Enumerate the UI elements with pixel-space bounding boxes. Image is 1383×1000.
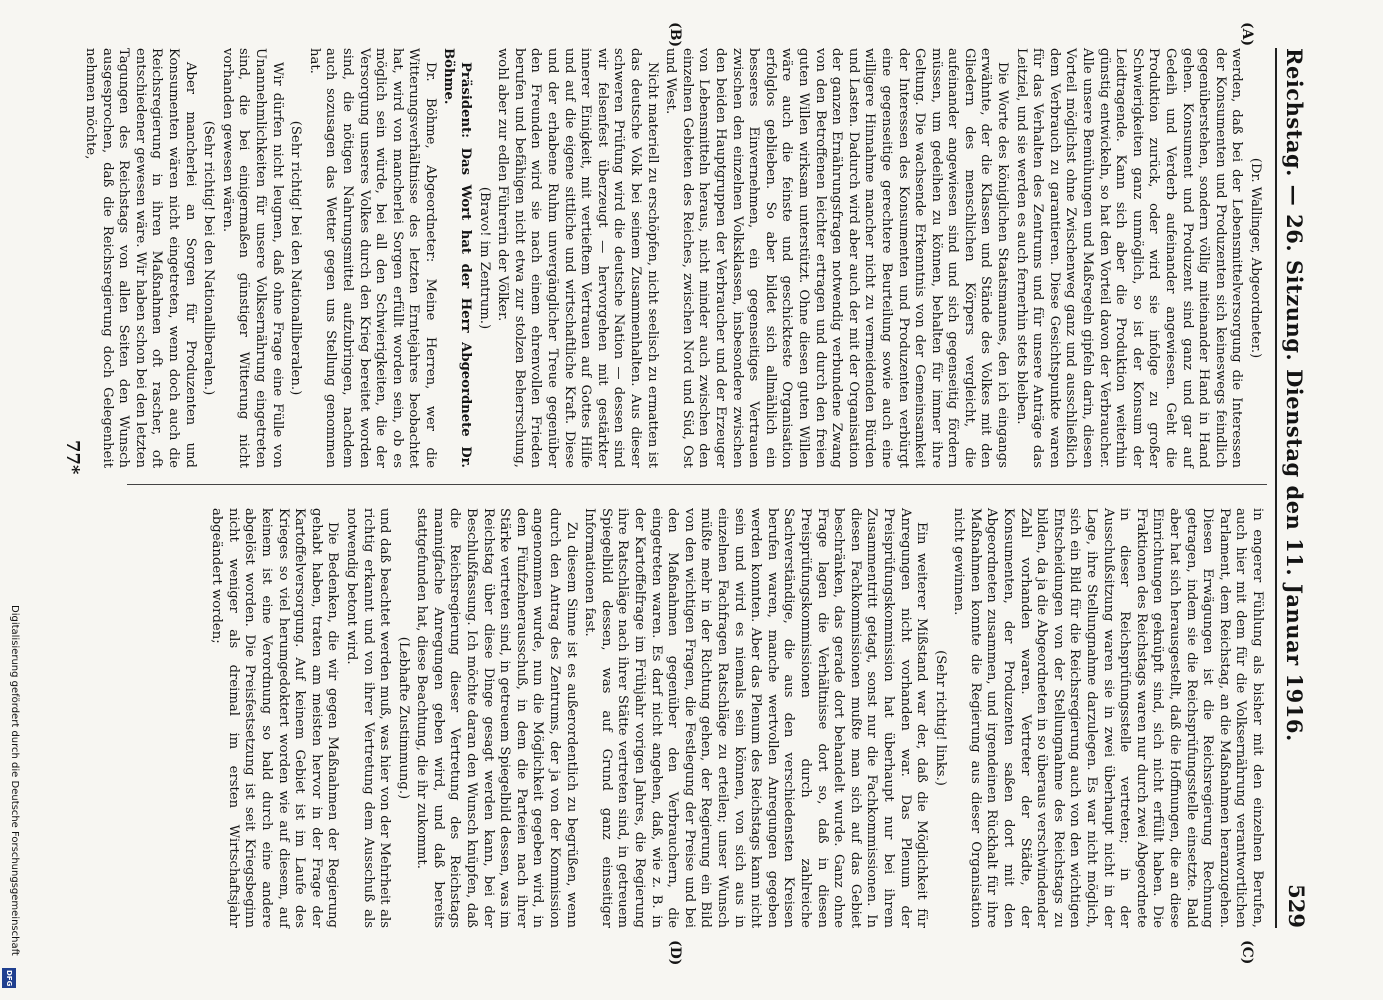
margin-marker-b: (B) (667, 22, 683, 48)
interjection: (Lebhafte Zustimmung.) (395, 636, 411, 800)
margin-marker-a: (A) (1239, 22, 1255, 47)
page-header (1277, 48, 1311, 928)
interjection: (Sehr richtig! links.) (932, 650, 948, 786)
header-rule (1275, 48, 1277, 928)
paragraph: Die Bedenken, die wir gegen Maßnahmen der Regierung gehabt haben, traten am meisten hervor in der Frage der Kartoffelversorgung. Auf keinem Gebiet ist im Laufe des Krieges so viel herumgedoktert worden wie auf diesem, auf keinem ist eine Verordnung so bald durch eine andere abgelöst worden. Die Preisfestsetzung ist seit Kriegsbeginn nicht weniger als dreimal im ersten Wirtschaftsjahr abgeändert worden; (209, 508, 341, 928)
header-left-text: Reichstag. — 26. Sitzung. (1282, 48, 1307, 362)
interjection: (Sehr richtig! bei den Nationalliberalen.) (201, 120, 217, 396)
paragraph: werden, daß bei der Lebensmittelversorgung die Interessen der Konsumenten und Produzenten sich keineswegs feindlich gegenüberstehen, sondern völlig miteinander Hand in Hand gehen. Konsument und Produzent sind ganz und gar auf Gedeih und Verderb aufeinander angewiesen. Geht die Produktion zurück, oder wird sie infolge zu großer Schwierigkeiten ganz unmöglich, so ist der Konsum der Leidtragende. Kann sich aber die Produktion weiterhin günstig entwickeln, so hat den Vorteil davon der Verbraucher. Alle unsere Bemühungen und Maßregeln gipfeln darin, diesen Vorteil möglichst ohne Zwischenweg ganz und ausschließlich dem Verbrauch zu garantieren. Diese Gesichtspunkte waren für das Verhalten des Zentrums und für unsere Anträge das Leitziel, und sie werden es auch fernerhin stets bleiben. (1013, 48, 1245, 468)
paragraph: Ein weiterer Mißstand war der, daß die Möglichkeit für Anregungen nicht vorhanden war. Das Plenum der Preisprüfungskommission hat überhaupt nur bei ihrem Zusammentritt getagt, sonst nur die Fachkommissionen. In diesen Fachkommissionen mußte man sich auf das Gebiet beschränken, das gerade dort behandelt wurde. Ganz ohne Frage lagen die Verhältnisse dort so, daß in diesen Preisprüfungskommissionen durch zahlreiche Sachverständige, die aus den verschiedensten Kreisen berufen waren, manche wertvollen Anregungen gegeben werden konnten. Aber das Plenum des Reichstags kann nicht sein und wird es niemals sein können, von sich aus in einzelnen Fachfragen Ratschläge zu erteilen; unser Wunsch müßte mehr in der Richtung gehen, der Regierung ein Bild von den wichtigen Fragen, die Festlegung der Preise und bei den Maßnahmen gegenüber den Verbrauchern, die eingetreten waren. Es darf nicht angehen, daß, wie z. B. in der Kartoffelfrage im Frühjahr vorigen Jahres, die Regierung ihre Ratschläge nach ihrer Stätte vertreten sind, in getreuem Spiegelbild dessen, was auf Grund ganz einseitiger Informationen fast. (582, 508, 930, 928)
paragraph: und daß beachtet werden muß, was hier von der Mehrheit als richtig erkannt und von ihrer Vertretung dem Ausschuß als notwendig betont wird. (343, 508, 393, 928)
page-number: 529 (1284, 884, 1309, 928)
side-credit-strip (0, 0, 20, 1000)
speaker-continuation: (Dr. Wallinger, Abgeordneter.) (1248, 157, 1263, 359)
speech-paragraph: Aber mancherlei an Sorgen für Produzenten und Konsumenten wären nicht eingetreten, wenn doch auch die Reichsregierung in ihren Maßnahmen oft rascher, oft entschiedener gewesen wäre. Wir haben schon bei den letzten Tagungen des Reichstags von allen Seiten den Wunsch ausgesprochen, daß die Reichsregierung doch Gelegenheit nehmen möchte, (83, 48, 198, 468)
interjection: (Sehr richtig! bei den Nationalliberalen.) (288, 120, 304, 396)
right-column (206, 508, 1265, 928)
applause-note: (Bravo! im Zentrum.) (476, 186, 492, 330)
paragraph: Nicht materiell zu erschöpfen, nicht seelisch zu ermatten ist das deutsche Volk bei seinem Zusammenhalten. Aus dieser schweren Prüfung wird die deutsche Nation — dessen sind wir felsenfest überzeugt — hervorgehen mit gestärkter innerer Einigkeit, mit vertieftem Vertrauen auf Gottes Hilfe und auf die eigene sittliche und wirtschaftliche Kraft. Diese und der erhabene Ruhm unvergänglicher Treue gegenüber den Freunden wird sie nach einem ehrenvollen Frieden berufen und befähigen nicht etwa zur stolzen Beherrschung, wohl aber zur edlen Führerin der Völker. (495, 48, 660, 468)
president-remark: Präsident: Das Wort hat der Herr Abgeordnete Dr. Böhme. (441, 48, 474, 468)
speech-paragraph: Dr. Böhme, Abgeordneter: Meine Herren, wer die Witterungsverhältnisse des letzten Erntejahres beobachtet hat, wird von mancherlei Sorgen erfüllt worden sein, ob es möglich sein würde, bei all den Schwierigkeiten, die der Versorgung unseres Volkes durch den Krieg bereitet worden sind, die nötigen Nahrungsmittel aufzubringen, nachdem auch sozusagen das Wetter gegen uns Stellung genommen hat. (306, 48, 438, 468)
paragraph: in engerer Fühlung als bisher mit den einzelnen Berufen, auch hier mit dem für die Volksernährung verantwortlichen Parlament, dem Reichstag, an die Maßnahmen heranzugehen. Diesen Erwägungen ist die Reichsregierung Rechnung getragen, indem sie die Reichsprüfungsstelle einsetzte. Bald aber hat sich herausgestellt, daß die Hoffnungen, die an diese Einrichtungen geknüpft sind, sich nicht erfüllt haben. Die Fraktionen des Reichstags waren nur durch zwei Abgeordnete in dieser Reichsprüfungsstelle vertreten; in der Ausschußsitzung waren sie in zwei überhaupt nicht in der Lage, ihre Stellungnahme darzulegen. Es war nicht möglich, sich ein Bild für die Reichsregierung auch von den wichtigen Entscheidungen von der Stellungnahme des Reichstags zu bilden, da ja die Abgeordneten in so überaus verschwindender Zahl vorhanden waren. Vertreter der Städte, der Konsumenten, der Produzenten saßen dort mit den Abgeordneten zusammen, und irgendeinen Rückhalt für ihre Maßnahmen konnte die Regierung aus dieser Organisation nicht gewinnen. (951, 508, 1265, 928)
margin-marker-c: (C) (1239, 940, 1255, 965)
margin-marker-d: (D) (667, 940, 683, 966)
header-session (1282, 48, 1307, 742)
header-date: Dienstag den 11. Januar 1916. (1282, 369, 1307, 742)
column-divider (127, 484, 1267, 485)
paragraph: Zu diesem Sinne ist es außerordentlich zu begrüßen, wenn durch den Antrag des Zentrums, der ja von der Kommission angenommen wurde, nun die Möglichkeit gegeben wird, in dem Fünfzehnerausschuß, in dem die Parteien nach ihrer Stärke vertreten sind, in getreuem Spiegelbild dessen, was im Reichstag über diese Dinge gesagt werden kann, bei der Beschlußfassung. Ich möchte daran den Wunsch knüpfen, daß die Reichsregierung dieser Vertretung des Reichstags mannigfache Anregungen geben wird, und daß bereits stattgefunden hat, diese Beachtung, die ihr zukommt. (414, 508, 579, 928)
left-column (79, 48, 1265, 468)
speech-paragraph: Wir dürfen nicht leugnen, daß ohne Frage eine Fülle von Unannehmlichkeiten für unsere Volksernährung eingetreten sind, die bei einigermaßen günstiger Witterung nicht vorhanden gewesen wären. (219, 48, 285, 468)
paragraph: Die Worte des königlichen Staatsmannes, den ich eingangs erwähnte, der die Klassen und Stände des Volkes mit den Gliedern des menschlichen Körpers vergleicht, die aufeinander angewiesen sind und sich gegenseitig fördern müssen, um gedeihen zu können, behalten für immer ihre Geltung. Die wachsende Erkenntnis von der Gemeinsamkeit der Interessen des Konsumenten und Produzenten verbürgt eine gegenseitige gerechtere Beurteilung sowie auch eine willigere Hinnahme mancher nicht zu vermeidenden Bürden und Lasten. Dadurch wird aber auch der mit der Organisation der ganzen Ernährungsfragen notwendig verbundene Zwang von den Betroffenen leichter ertragen und durch den freien guten Willen wirksam unterstützt. Ohne diesen guten Willen wäre auch die feinste und geschickteste Organisation erfolglos geblieben. So aber bildet sich allmählich ein besseres Einvernehmen, ein gegenseitiges Vertrauen zwischen den einzelnen Volksklassen, insbesondere zwischen den beiden Hauptgruppen der Verbraucher und der Erzeuger von Lebensmitteln heraus, nicht minder auch zwischen den einzelnen Gebieten des Reiches, zwischen Nord und Süd, Ost und West. (663, 48, 1011, 468)
digitization-credit: Digitalisierung gefördert durch die Deutsche Forschungsgemeinschaft (9, 605, 20, 956)
signature-mark: 77* (62, 440, 83, 475)
dfg-logo-icon: DFG (2, 968, 16, 988)
